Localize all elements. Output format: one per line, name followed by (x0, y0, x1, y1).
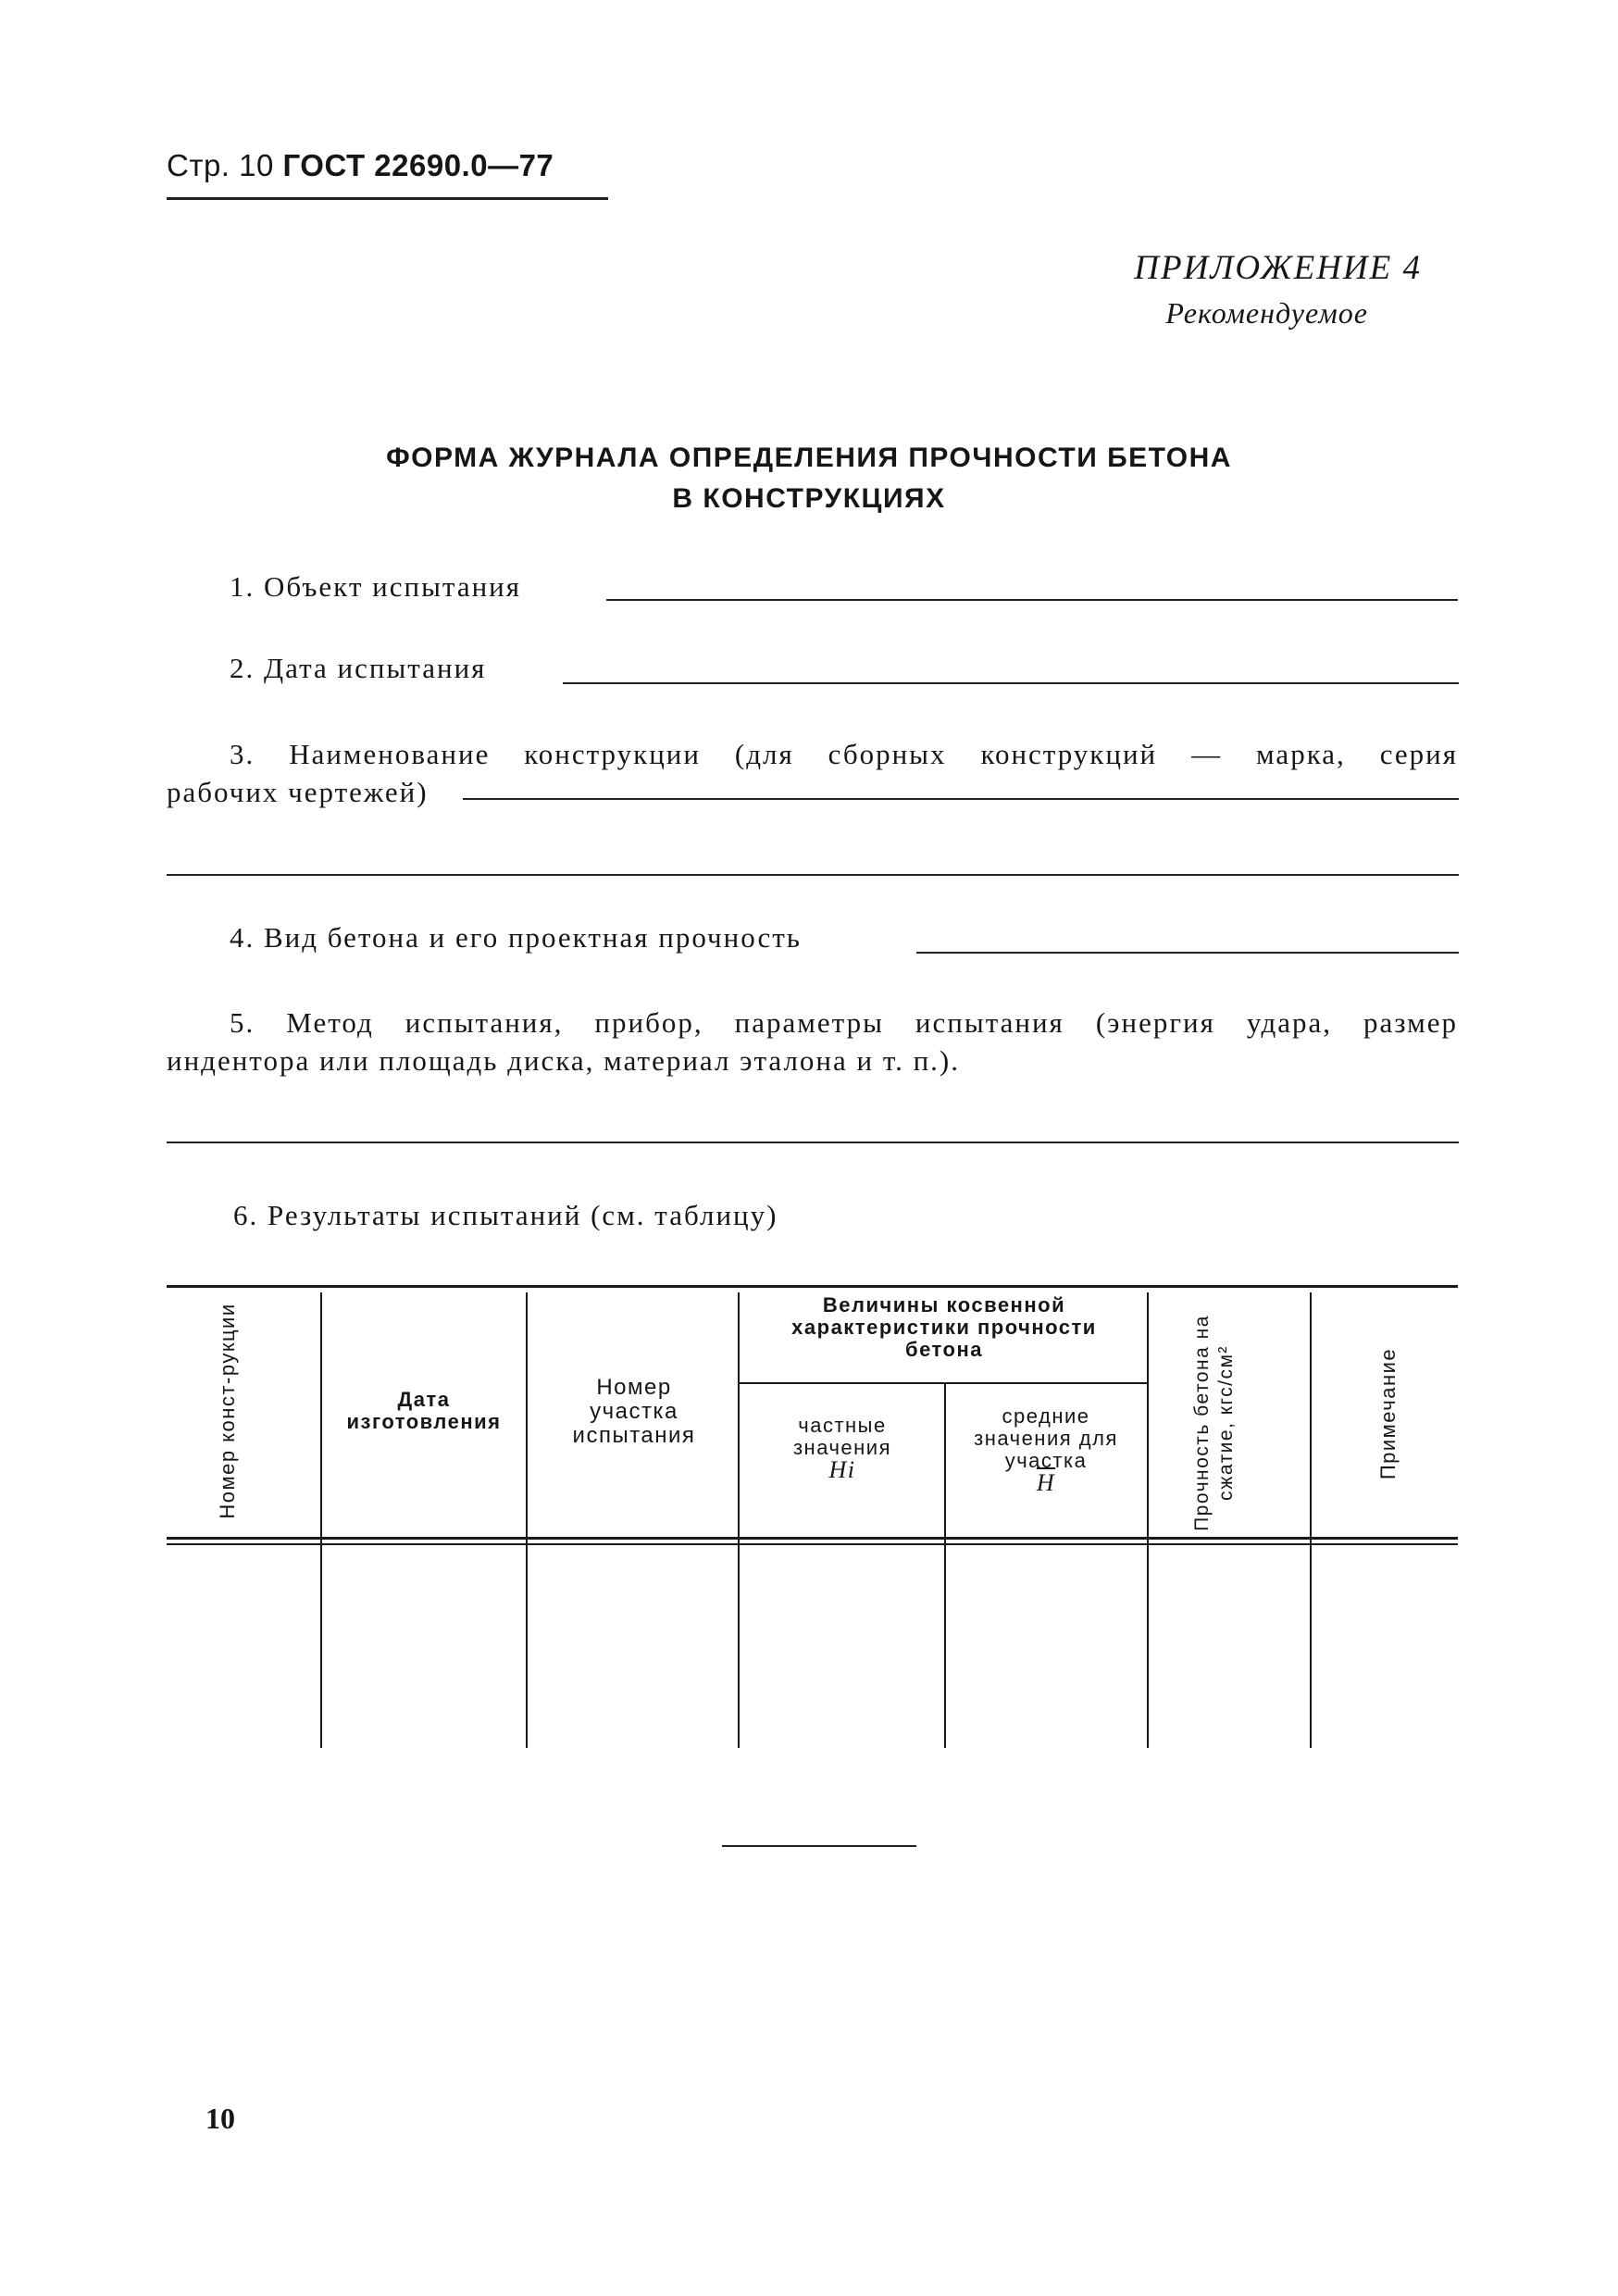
col-structure-number: Номер конст-рукции (216, 1303, 239, 1519)
col-particular-values-symbol: Hi (828, 1456, 856, 1483)
table-col-divider-6 (1310, 1292, 1312, 1748)
appendix-subtitle: Рекомендуемое (1165, 296, 1368, 330)
col-note: Примечание (1376, 1347, 1400, 1480)
page-label: Стр. 10 (167, 148, 274, 182)
table-col-divider-1 (320, 1292, 322, 1748)
item-test-object-field[interactable] (606, 599, 1458, 601)
col-indirect-characteristic-group: Величины косвенной характеристики прочности бетона (791, 1293, 1097, 1361)
col-concrete-strength: Прочность бетона на сжатие, кгс/см² (1191, 1315, 1237, 1531)
table-top-rule (167, 1285, 1458, 1288)
results-table (167, 1285, 1458, 1748)
col-particular-values-label: частные значения (792, 1414, 892, 1459)
item-test-object-label: 1. Объект испытания (230, 570, 522, 603)
item-concrete-type-field[interactable] (916, 952, 1459, 954)
table-col-divider-5 (1147, 1292, 1149, 1748)
col-manufacture-date: Дата изготовления (346, 1388, 502, 1433)
appendix-title: ПРИЛОЖЕНИЕ 4 (1134, 249, 1422, 287)
item-structure-name-field[interactable] (463, 798, 1459, 800)
col-average-values-symbol: $\overline{H}$ (1036, 1469, 1056, 1496)
table-col-divider-4 (944, 1384, 946, 1748)
item-test-method-field[interactable] (167, 1142, 1459, 1143)
form-title-line2: В КОНСТРУКЦИЯХ (672, 483, 946, 514)
item-structure-name-line2: рабочих чертежей) (167, 776, 429, 808)
page-header (167, 148, 554, 183)
item-test-method-line2: индентора или площадь диска, материал эталона и т. п.). (167, 1044, 960, 1077)
end-rule (722, 1845, 916, 1847)
item-test-date-field[interactable] (563, 682, 1459, 684)
col-section-number: Номер участка испытания (572, 1375, 696, 1448)
item-test-method-line1: 5. Метод испытания, прибор, параметры испытания (энергия удара, размер (230, 1006, 1458, 1039)
col-average-values (950, 1405, 1142, 1494)
item-test-results-label: 6. Результаты испытаний (см. таблицу) (233, 1199, 778, 1231)
item-structure-name-line1: 3. Наименование конструкции (для сборных конструкций — марка, серия (230, 738, 1458, 770)
form-title-line1: ФОРМА ЖУРНАЛА ОПРЕДЕЛЕНИЯ ПРОЧНОСТИ БЕТОНА (386, 443, 1232, 473)
page-number: 10 (205, 2102, 235, 2135)
item-test-date-label: 2. Дата испытания (230, 652, 487, 684)
standard-number: ГОСТ 22690.0—77 (282, 148, 554, 182)
table-col-divider-2 (526, 1292, 528, 1748)
col-particular-values (750, 1415, 935, 1481)
col-average-values-label: средние значения для участка (974, 1404, 1118, 1472)
item-concrete-type-label: 4. Вид бетона и его проектная прочность (230, 921, 802, 954)
table-group-rule (738, 1382, 1147, 1384)
item-structure-name-field-extra[interactable] (167, 874, 1459, 876)
table-col-divider-3 (738, 1292, 740, 1748)
header-rule (167, 197, 608, 200)
